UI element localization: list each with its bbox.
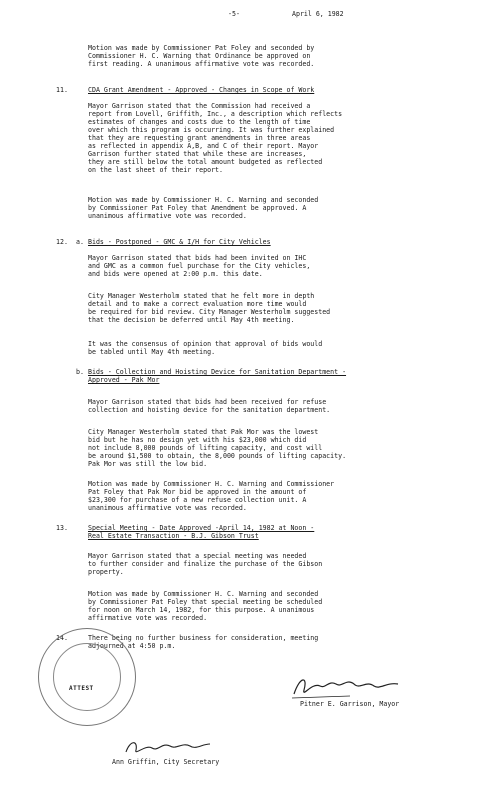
item-12-number: 12. [56,238,68,246]
item-14-paragraph: There being no further business for consideration, meeting adjourned at 4:50 p.m. [88,634,319,650]
item-12a-paragraph-2: City Manager Westerholm stated that he felt more in depth detail and to make a correct evaluation more time would be required for bid review. City Manager Westerholm suggested that the decision be deferred until May 4th meeting. [88,292,331,324]
item-13-title: Special Meeting - Date Approved -April 14, 1982 at Noon - Real Estate Transaction - B.J. Gibson Trust [88,524,315,540]
item-12a-letter: a. [76,238,84,246]
item-12b-paragraph-2: City Manager Westerholm stated that Pak Mor was the lowest bid but he has no design yet with his $23,000 which did not include 8,000 pounds of lifting capacity, and cost will be around $1,500 to obtain, the 8,000 pounds of lifting capacity. Pak Mor was still the low bid. [88,428,347,468]
page-number: -5- [228,10,240,18]
mayor-signature [290,672,406,702]
item-13-number: 13. [56,524,68,532]
item-14-number: 14. [56,634,68,642]
item-12b-paragraph-3: Motion was made by Commissioner H. C. Warning and Commissioner Pat Foley that Pak Mor bid be approved in the amount of $23,300 for purchase of a new refuse collection unit. A unanimous affirmative vote was recorded. [88,480,335,512]
mayor-name-line: Pitner E. Garrison, Mayor [300,700,400,708]
clerk-name-line: Ann Griffin, City Secretary [112,758,220,766]
item-13-paragraph-2: Motion was made by Commissioner H. C. Warning and seconded by Commissioner Pat Foley that special meeting be scheduled for noon on March 14, 1982, for this purpose. A unanimous affirmative vote was recorded. [88,590,323,622]
item-12b-letter: b. [76,368,84,376]
intro-paragraph: Motion was made by Commissioner Pat Foley and seconded by Commissioner H. C. Warning that Ordinance be approved on first reading. A unanimous affirmative vote was recorded. [88,44,315,68]
clerk-signature [122,734,214,760]
item-11-paragraph-1: Mayor Garrison stated that the Commission had received a report from Lovell, Griffith, Inc., a description which reflects estimates of changes and costs due to the length of time over which this program is occurring. It was further explained that they are requesting grant amendments in three areas as reflected in appendix A,B, and C of their report. Mayor Garrison further stated that while these are increases, they are still below the total amount budgeted as reflected on the last sheet of their report. [88,102,343,174]
item-12a-title: Bids - Postponed - GMC & I/H for City Vehicles [88,238,271,246]
meeting-date: April 6, 1982 [292,10,344,18]
item-11-number: 11. [56,86,68,94]
seal-attest-label: ATTEST [69,685,94,692]
item-11-paragraph-2: Motion was made by Commissioner H. C. Warning and seconded by Commissioner Pat Foley that Amendment be approved. A unanimous affirmative vote was recorded. [88,196,319,220]
item-12a-paragraph-3: It was the consensus of opinion that approval of bids would be tabled until May 4th meeting. [88,340,323,356]
item-12b-title: Bids - Collection and Hoisting Device for Sanitation Department - Approved - Pak Mor [88,368,347,384]
item-13-paragraph-1: Mayor Garrison stated that a special meeting was needed to further consider and finalize the purchase of the Gibson property. [88,552,323,576]
item-12b-paragraph-1: Mayor Garrison stated that bids had been received for refuse collection and hoisting device for the sanitation department. [88,398,331,414]
item-12a-paragraph-1: Mayor Garrison stated that bids had been invited on IHC and GMC as a common fuel purchase for the City vehicles, and bids were opened at 2:00 p.m. this date. [88,254,311,278]
city-seal [38,628,136,726]
item-11-title: CDA Grant Amendment - Approved - Changes in Scope of Work [88,86,315,94]
seal-inner-ring [53,643,121,711]
